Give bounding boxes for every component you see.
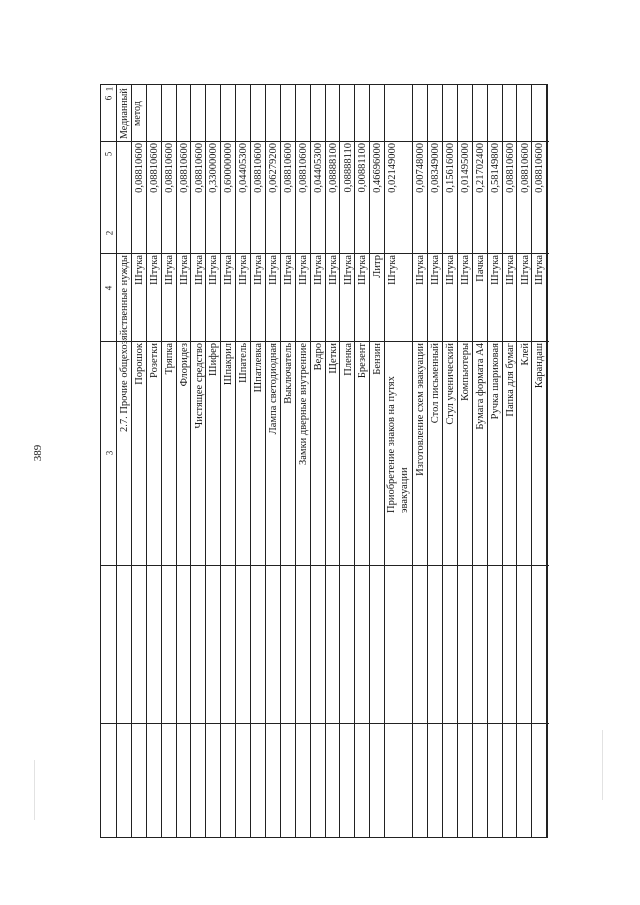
cell-name-text: Клей (519, 343, 531, 366)
table-row (355, 85, 370, 837)
scan-artifact (602, 730, 603, 800)
cell-name (518, 341, 532, 566)
cell-unit (281, 253, 295, 342)
table-row (236, 85, 251, 837)
table-row (413, 85, 428, 837)
cell-unit-text: Штука (489, 255, 501, 285)
cell-name-text: Брезент (357, 343, 369, 379)
table-row (370, 85, 385, 837)
cell-value (236, 141, 250, 254)
cell-value (296, 141, 310, 254)
cell-value (132, 141, 146, 254)
column-number-6: 6 (103, 95, 113, 101)
cell-name (132, 341, 146, 566)
cell-name (251, 341, 265, 566)
cell-unit-text: Штука (342, 255, 354, 285)
cell-name-text: Чистящее средство (193, 343, 205, 429)
cell-name-text: Ручка шариковая (489, 343, 501, 420)
cell-value-text: 0,00881100 (357, 143, 369, 193)
cell-name-text: Розетки (148, 343, 160, 378)
cell-name (532, 341, 546, 566)
cell-unit-text: Штука (430, 255, 442, 285)
page-number-text: 389 (32, 444, 44, 462)
column-divider (101, 723, 549, 724)
cell-name-text: Шифер (208, 343, 220, 376)
cell-value (488, 141, 502, 254)
cell-value-text: 0,08349000 (430, 143, 442, 193)
cell-unit (385, 253, 412, 342)
cell-value-text: 0,08810600 (282, 143, 294, 193)
cell-name (296, 341, 310, 566)
cell-unit (266, 253, 280, 342)
table-row (147, 85, 162, 837)
column-number-header-upper (100, 84, 116, 838)
cell-value-text: 0,08810600 (178, 143, 190, 193)
cell-name-text: Тряпка (163, 343, 175, 375)
section-title-row (117, 85, 132, 837)
cell-value (147, 141, 161, 254)
cell-unit (221, 253, 235, 342)
cell-name-text: Стол письменный (430, 343, 442, 424)
table-row (281, 85, 296, 837)
column-divider (101, 141, 549, 142)
cell-value-text: 0,58149800 (489, 143, 501, 193)
table-row (162, 85, 177, 837)
cell-unit-text: Штука (193, 255, 205, 285)
cell-unit (311, 253, 325, 342)
cell-name (385, 341, 412, 566)
column-number-5: 5 (103, 151, 113, 157)
table-row (503, 85, 518, 837)
table-row (311, 85, 326, 837)
cell-name (281, 341, 295, 566)
cell-name (473, 341, 487, 566)
cell-unit-text: Штука (282, 255, 294, 285)
cell-name (355, 341, 369, 566)
cell-value (385, 141, 412, 254)
cell-value-text: 0,08810600 (297, 143, 309, 193)
cell-name (326, 341, 340, 566)
cell-unit-text: Штука (253, 255, 265, 285)
cell-name (503, 341, 517, 566)
cell-name-text: Замки дверные внутренние (297, 343, 309, 465)
column-divider (101, 341, 549, 342)
cell-value (458, 141, 472, 254)
cell-name-text: Приобретение знаков на путях эвакуации (386, 376, 411, 513)
cell-unit (206, 253, 220, 342)
cell-value (206, 141, 220, 254)
cell-value-text: 0,08810600 (253, 143, 265, 193)
cell-value (326, 141, 340, 254)
cell-value-text: 0,08810600 (193, 143, 205, 193)
cell-name (221, 341, 235, 566)
cell-name (458, 341, 472, 566)
cell-name-text: Ведро (312, 343, 324, 371)
cell-unit-text: Литр (372, 255, 384, 278)
cell-value-text: 0,08810600 (534, 143, 546, 193)
column-number-4: 4 (103, 285, 113, 291)
cell-unit (503, 253, 517, 342)
cell-name-text: Карандаш (534, 343, 546, 389)
table-row (341, 85, 356, 837)
cell-value-text: 0,08888110 (342, 143, 354, 193)
page-number (28, 443, 48, 463)
column-divider (101, 253, 549, 254)
table-row (488, 85, 503, 837)
cell-unit (518, 253, 532, 342)
cell-unit (458, 253, 472, 342)
table-row (532, 85, 547, 837)
cell-name (488, 341, 502, 566)
cell-name (192, 341, 206, 566)
table-row (177, 85, 192, 837)
cell-name (266, 341, 280, 566)
data-table (100, 84, 548, 838)
cell-unit (177, 253, 191, 342)
table-row (251, 85, 266, 837)
cell-value-text: 0,02149000 (387, 143, 399, 193)
cell-name (370, 341, 384, 566)
cell-value-text: 0,21702400 (474, 143, 486, 193)
cell-name-text: Выключатель (282, 343, 294, 404)
cell-unit-text: Штука (268, 255, 279, 285)
table-body (117, 85, 546, 837)
cell-value (473, 141, 487, 254)
cell-name-text: Шпатлевка (253, 343, 265, 393)
cell-unit (296, 253, 310, 342)
table-row (458, 85, 473, 837)
cell-unit-text: Штука (459, 255, 471, 285)
table-row (326, 85, 341, 837)
cell-name (177, 341, 191, 566)
cell-value-text: 0,04405300 (312, 143, 324, 193)
cell-name (443, 341, 457, 566)
cell-unit-text: Штука (415, 255, 427, 285)
cell-value (221, 141, 235, 254)
table-row (385, 85, 413, 837)
cell-value (311, 141, 325, 254)
cell-unit-text: Штука (223, 255, 235, 285)
cell-unit (132, 253, 146, 342)
cell-value-text: 0,08810600 (504, 143, 516, 193)
cell-value (503, 141, 517, 254)
method-cell (118, 86, 148, 142)
cell-name (236, 341, 250, 566)
cell-value-text: 0,60000000 (223, 143, 235, 193)
column-number-3: 3 (104, 450, 114, 456)
cell-unit-text: Штука (312, 255, 324, 285)
cell-name-text: Стул ученический (445, 343, 456, 425)
cell-unit-text: Штука (357, 255, 369, 285)
cell-value (162, 141, 176, 254)
cell-name-text: Бензин (372, 343, 384, 375)
cell-value-text: 0,04405300 (238, 143, 250, 193)
cell-value (532, 141, 546, 254)
cell-unit (236, 253, 250, 342)
cell-unit (488, 253, 502, 342)
cell-unit (473, 253, 487, 342)
cell-name-text: Пленка (342, 343, 354, 376)
table-row (443, 85, 458, 837)
table-row (132, 85, 147, 837)
cell-unit-text: Штука (504, 255, 516, 285)
cell-unit (355, 253, 369, 342)
table-row (192, 85, 207, 837)
cell-value-text: 0,06279200 (268, 143, 279, 193)
cell-unit-text: Штука (133, 255, 145, 285)
section-title-text: 2.7. Прочие общехозяйственные нужды (119, 255, 130, 433)
cell-value (428, 141, 442, 254)
cell-value (281, 141, 295, 254)
column-number-2: 2 (104, 230, 114, 236)
cell-unit-text: Штука (148, 255, 160, 285)
cell-unit (251, 253, 265, 342)
cell-name (428, 341, 442, 566)
cell-name-text: Компьютеры (459, 343, 471, 401)
cell-value-text: 0,08810600 (133, 143, 145, 193)
cell-name (341, 341, 355, 566)
cell-unit (443, 253, 457, 342)
cell-value-text: 0,08810600 (148, 143, 160, 193)
cell-value (518, 141, 532, 254)
cell-value-text: 0,33000000 (208, 143, 220, 193)
cell-unit-text: Штука (297, 255, 309, 285)
table-row (296, 85, 311, 837)
table-row (518, 85, 533, 837)
cell-unit-text: Штука (445, 255, 456, 285)
column-number-1: 1 (104, 86, 114, 92)
cell-value (370, 141, 384, 254)
cell-unit (413, 253, 427, 342)
cell-value-text: 0,08810600 (519, 143, 531, 193)
cell-unit (147, 253, 161, 342)
cell-unit-text: Пачка (474, 255, 486, 282)
cell-value-text: 0,00748000 (415, 143, 427, 193)
cell-name-text: Щетки (327, 343, 339, 374)
cell-value (266, 141, 280, 254)
cell-unit (532, 253, 546, 342)
table-row (473, 85, 488, 837)
cell-value (341, 141, 355, 254)
cell-value (177, 141, 191, 254)
cell-unit (326, 253, 340, 342)
table-row (206, 85, 221, 837)
cell-name (311, 341, 325, 566)
cell-name-text: Флоридез (178, 343, 190, 387)
cell-value (192, 141, 206, 254)
cell-unit-text: Штука (178, 255, 190, 285)
table-row (221, 85, 236, 837)
cell-name-text: Изготовление схем эвакуации (415, 343, 427, 476)
cell-name-text: Шпатель (238, 343, 250, 383)
cell-name-text: Бумага формата А4 (474, 343, 486, 430)
cell-name (162, 341, 176, 566)
cell-name (147, 341, 161, 566)
cell-value (251, 141, 265, 254)
cell-unit-text: Штука (208, 255, 220, 285)
cell-value-text: 0,15616000 (445, 143, 456, 193)
method-text: Медианный метод (119, 88, 143, 140)
cell-name (413, 341, 427, 566)
table-row (266, 85, 281, 837)
cell-value-text: 0,08810600 (163, 143, 175, 193)
cell-unit-text: Штука (238, 255, 250, 285)
cell-unit (192, 253, 206, 342)
cell-unit (162, 253, 176, 342)
cell-unit (341, 253, 355, 342)
cell-unit-text: Штука (387, 255, 399, 285)
cell-value (413, 141, 427, 254)
cell-name-text: Папка для бумаг (504, 343, 516, 417)
cell-name-text: Лампа светодиодная (268, 343, 279, 435)
cell-unit (370, 253, 384, 342)
cell-value-text: 0,08888100 (327, 143, 339, 193)
cell-name-text: Шпакрил (223, 343, 235, 386)
scan-artifact (34, 760, 35, 820)
cell-value-text: 0,01495000 (459, 143, 471, 193)
cell-unit-text: Штука (163, 255, 175, 285)
cell-unit (428, 253, 442, 342)
cell-unit-text: Штука (519, 255, 531, 285)
cell-unit-text: Штука (534, 255, 546, 285)
cell-value-text: 0,46696000 (372, 143, 384, 193)
table-row (428, 85, 443, 837)
column-divider (101, 565, 549, 566)
cell-value (355, 141, 369, 254)
cell-value (443, 141, 457, 254)
cell-name (206, 341, 220, 566)
section-title (117, 253, 131, 565)
cell-unit-text: Штука (327, 255, 339, 285)
cell-name-text: Порошок (133, 343, 145, 385)
